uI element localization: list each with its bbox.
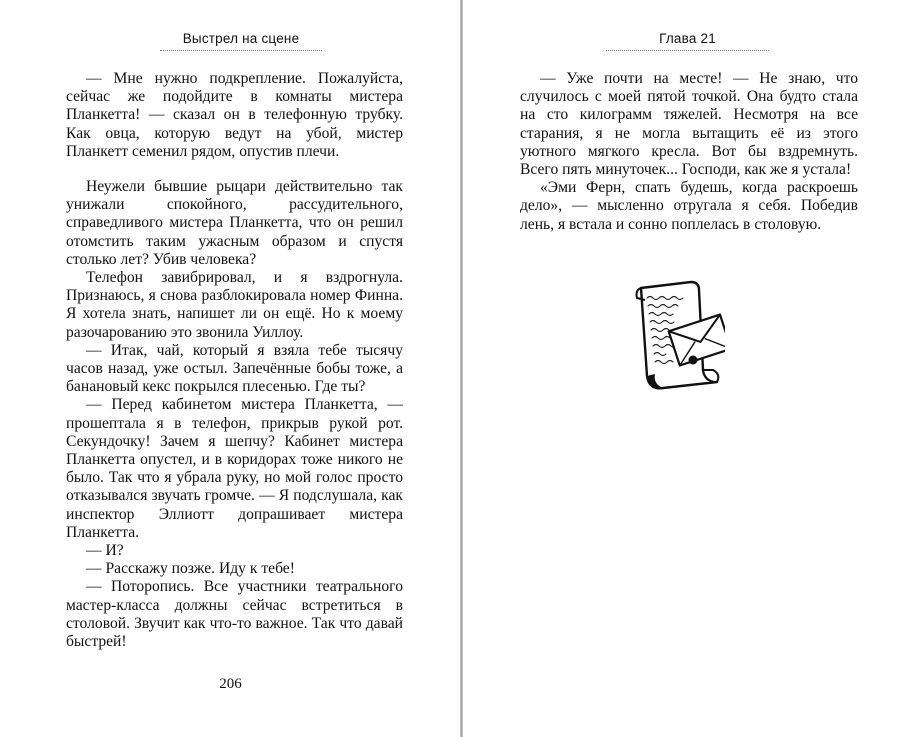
paragraph: — Поторопись. Все участники театрального мастер-класса должны сейчас встретиться в столовой. Звучит как что-то важное. Так что давай быстрей! bbox=[66, 578, 403, 651]
left-page bbox=[0, 0, 461, 737]
paragraph: «Эми Ферн, спать будешь, когда раскроешь дело», — мысленно отругала я себя. Победив лень, я встала и сонно поплелась в столовую. bbox=[520, 179, 858, 233]
paragraph: — И? bbox=[86, 542, 124, 560]
right-body-text bbox=[520, 70, 858, 234]
paragraph: Неужели бывшие рыцари действительно так унижали спокойного, рассудительного, справедливого мистера Планкетта, что он решил отомстить таким ужасным образом и спустя столько лет? Убив человека? bbox=[66, 178, 403, 268]
left-running-head-rule bbox=[160, 50, 322, 51]
right-running-head-title: Глава 21 bbox=[659, 31, 716, 46]
left-running-head bbox=[160, 31, 322, 51]
paragraph: — Уже почти на месте! — Не знаю, что случилось с моей пятой точкой. Она будто стала на сто килограмм тяжелей. Несмотря на все старания, я не могла вытащить её из этого уютного мягкого кресла. Вот бы вздремнуть. Всего пять минуточек... Господи, как же я устала! bbox=[520, 70, 858, 179]
right-running-head bbox=[606, 31, 769, 51]
paragraph: — Перед кабинетом мистера Планкетта, — прошептала я в телефон, прикрыв рукой рот. Секундочку! Зачем я шепчу? Кабинет мистера Планкетта опустел, и в коридорах тоже никого не было. Так что я убрала руку, но мой голос просто отказывался звучать громче. — Я подслушала, как инспектор Эллиотт допрашивает мистера Планкетта. bbox=[66, 396, 403, 541]
paragraph: — Расскажу позже. Иду к тебе! bbox=[86, 560, 295, 578]
left-running-head-title: Выстрел на сцене bbox=[182, 31, 300, 46]
left-body-text bbox=[66, 70, 403, 651]
paragraph: — Мне нужно подкрепление. Пожалуйста, сейчас же подойдите в комнаты мистера Планкетта! — сказал он в телефонную трубку. Как овца, которую ведут на убой, мистер Планкетт семенил рядом, опустив плечи. bbox=[66, 70, 403, 160]
right-running-head-rule bbox=[606, 50, 769, 51]
paragraph: — Итак, чай, который я взяла тебе тысячу часов назад, уже остыл. Запечённые бобы тоже, а банановый кекс покрылся плесенью. Где ты? bbox=[66, 341, 403, 396]
letter-and-envelope-icon bbox=[633, 278, 725, 394]
right-page bbox=[463, 0, 924, 737]
page-number: 206 bbox=[219, 676, 242, 692]
paragraph: Телефон завибрировал, и я вздрогнула. Признаюсь, я снова разблокировала номер Финна. Я хотела знать, напишет ли он ещё. Но к моему разочарованию это звонила Уиллоу. bbox=[66, 269, 403, 341]
